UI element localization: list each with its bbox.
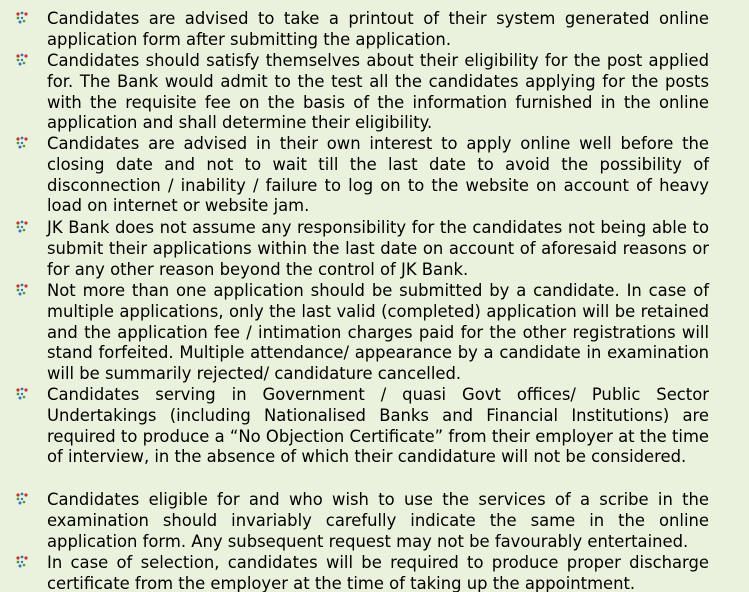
list-item-text: Candidates should satisfy themselves about their eligibility for the post applied for. The Bank would admit to the test all the candidates applying for the posts with the requisite fee on the basis of the information furnished in the online application and shall determine their eligibility. — [47, 51, 709, 133]
dotted-diamond-bullet-icon — [15, 220, 28, 233]
dotted-diamond-bullet-icon — [15, 136, 28, 149]
list-item-text: In case of selection, candidates will be required to produce proper discharge certificate from the employer at the time of taking up the appointment. — [47, 553, 709, 592]
dotted-diamond-bullet-icon — [15, 283, 28, 296]
dotted-diamond-bullet-icon — [15, 53, 28, 66]
dotted-diamond-bullet-icon — [15, 11, 28, 24]
dotted-diamond-bullet-icon — [15, 387, 28, 400]
list-item-text: Candidates are advised in their own interest to apply online well before the closing date and not to wait till the last date to avoid the possibility of disconnection / inability / failure to log on to the website on account of heavy load on internet or website jam. — [47, 134, 709, 216]
list-item-text: JK Bank does not assume any responsibility for the candidates not being able to submit their applications within the last date on account of aforesaid reasons or for any other reason beyond the control of JK Bank. — [47, 218, 709, 279]
list-item-text: Candidates eligible for and who wish to use the services of a scribe in the examination should invariably carefully indicate the same in the online application form. Any subsequent request may not be favourably entertained. — [47, 490, 709, 551]
list-item-text: Candidates are advised to take a printout of their system generated online application form after submitting the application. — [47, 9, 709, 49]
dotted-diamond-bullet-icon — [15, 555, 28, 568]
list-item-text: Not more than one application should be submitted by a candidate. In case of multiple applications, only the last valid (completed) application will be retained and the application fee / intimation charges paid for the other registrations will stand forfeited. Multiple attendance/ appearance by a candidate in examination will be summarily rejected/ candidature cancelled. — [47, 281, 709, 384]
list-item-text: Candidates serving in Government / quasi Govt offices/ Public Sector Undertakings (including Nationalised Banks and Financial Institutions) are required to produce a “No Objection Certificate” from their employer at the time of interview, in the absence of which their candidature will not be considered. — [47, 385, 709, 467]
dotted-diamond-bullet-icon — [15, 492, 28, 505]
